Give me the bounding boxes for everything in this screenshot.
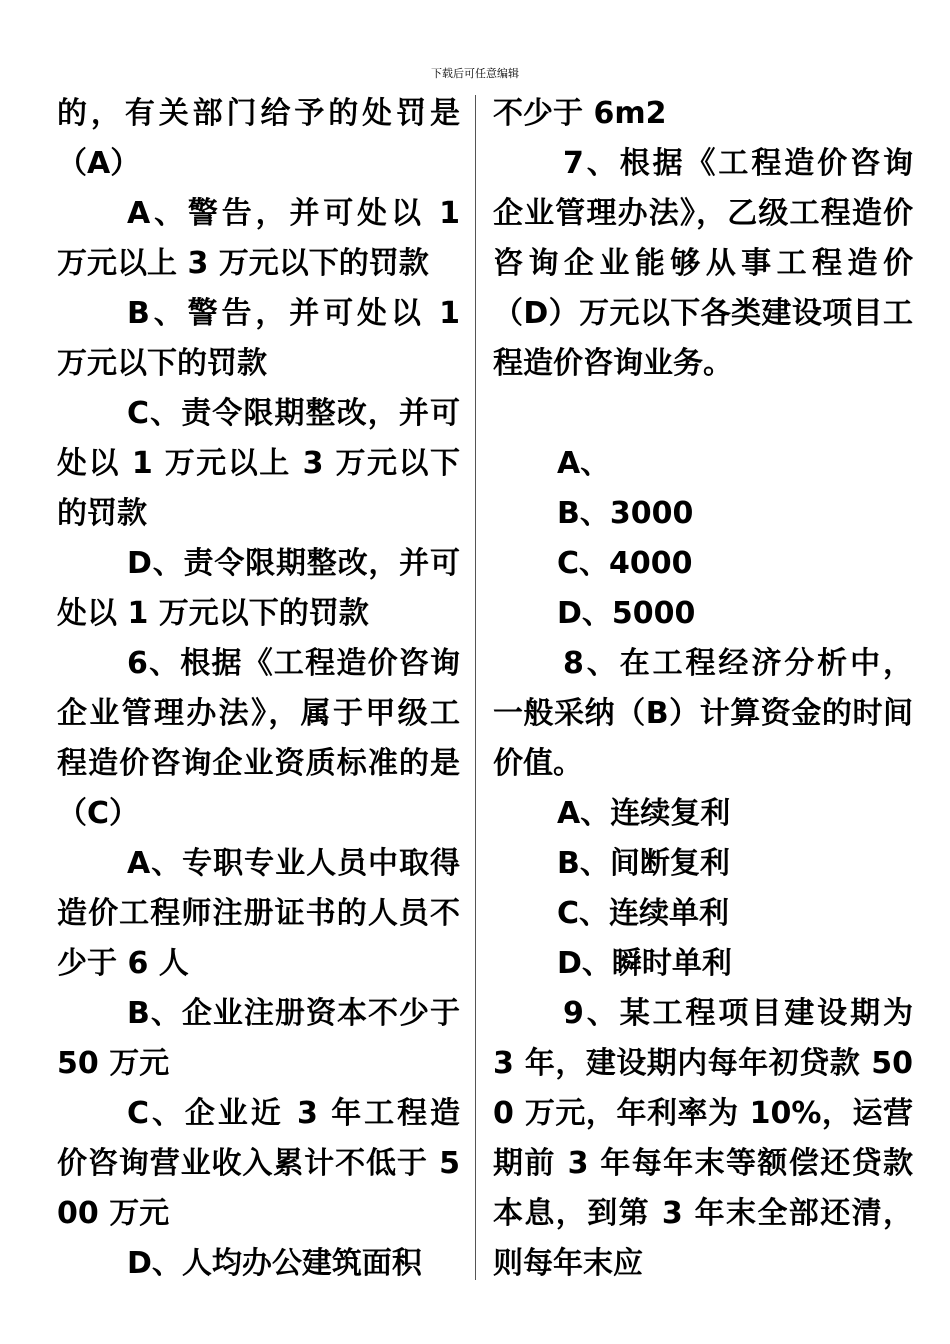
option-b: B、企业注册资本不少于 50 万元: [57, 996, 460, 1081]
option-a: A、连续复利: [557, 796, 731, 831]
column-divider: [475, 95, 476, 1280]
option-b: B、间断复利: [557, 846, 730, 881]
paragraph: 的，有关部门给予的处罚是（A）: [57, 96, 460, 181]
question-7: 7、根据《工程造价咨询企业管理办法》，乙级工程造价咨询企业能够从事工程造价（D）万元以下各类建设项目工程造价咨询业务。: [493, 146, 913, 381]
option-d: D、人均办公建筑面积: [127, 1246, 422, 1281]
option-c: C、连续单利: [557, 896, 730, 931]
question-6: 6、根据《工程造价咨询企业管理办法》，属于甲级工程造价咨询企业资质标准的是（C）: [57, 646, 460, 831]
header-note: 下载后可任意编辑: [431, 67, 519, 80]
option-b: B、3000: [557, 496, 694, 531]
option-c: C、责令限期整改，并可处以 1 万元以上 3 万元以下的罚款: [57, 396, 460, 531]
option-a: A、专职专业人员中取得造价工程师注册证书的人员不少于 6 人: [57, 846, 460, 981]
left-column: [57, 89, 460, 1289]
option-c: C、4000: [557, 546, 693, 581]
option-d: D、责令限期整改，并可处以 1 万元以下的罚款: [57, 546, 460, 631]
paragraph: 不少于 6m2: [493, 96, 667, 131]
blank-line: [493, 389, 913, 439]
option-a: A、: [557, 446, 611, 481]
option-c: C、企业近 3 年工程造价咨询营业收入累计不低于 500 万元: [57, 1096, 460, 1231]
option-b: B、警告，并可处以 1 万元以下的罚款: [57, 296, 460, 381]
option-d: D、5000: [557, 596, 696, 631]
question-9: 9、某工程项目建设期为 3 年，建设期内每年初贷款 500 万元，年利率为 10%，运营期前 3 年每年末等额偿还贷款本息，到第 3 年末全部还清，则每年末应: [493, 996, 913, 1281]
question-8: 8、在工程经济分析中，一般采纳（B）计算资金的时间价值。: [493, 646, 913, 781]
option-d: D、瞬时单利: [557, 946, 732, 981]
right-column: [493, 89, 913, 1289]
option-a: A、警告，并可处以 1 万元以上 3 万元以下的罚款: [57, 196, 460, 281]
